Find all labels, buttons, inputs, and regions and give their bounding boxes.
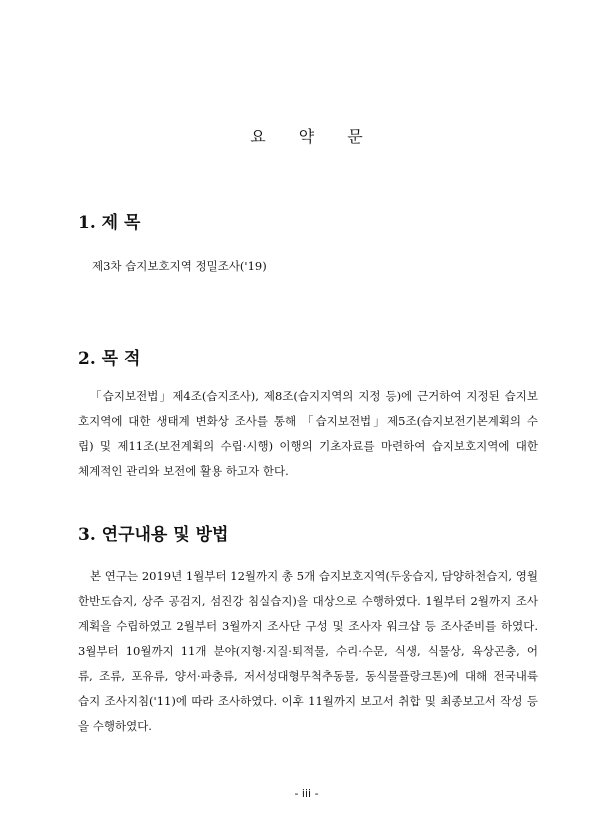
page-number: - iii - xyxy=(294,787,319,800)
document-title: 요 약 문 xyxy=(250,127,377,146)
paragraph-line: 본 연구는 2019년 1월부터 12월까지 총 5개 습지보호지역(두웅습지, 담양하천습지, 영월 xyxy=(90,569,538,583)
section-purpose-body xyxy=(78,384,538,484)
section-heading-methods: 3. 연구내용 및 방법 xyxy=(78,525,229,545)
paragraph-line: 한반도습지, 상주 공검지, 섬진강 침실습지)을 대상으로 수행하였다. 1월부터 2월까지 조사 xyxy=(78,594,538,608)
paragraph-line: 「습지보전법」제4조(습지조사), 제8조(습지지역의 지정 등)에 근거하여 지정된 습지보 xyxy=(90,389,538,403)
paragraph-line: 류, 조류, 포유류, 양서·파충류, 저서성대형무척추동물, 동식물플랑크톤)에 대해 전국내륙 xyxy=(78,669,538,683)
paragraph-line: 3월부터 10월까지 11개 분야(지형·지질·퇴적물, 수리·수문, 식생, 식물상, 육상곤충, 어 xyxy=(78,644,538,658)
paragraph-line: 습지 조사지침('11)에 따라 조사하였다. 이후 11월까지 보고서 취합 및 최종보고서 작성 등 xyxy=(78,694,538,708)
paragraph-line: 체계적인 관리와 보전에 활용 하고자 한다. xyxy=(78,464,289,478)
section-heading-title: 1. 제 목 xyxy=(78,213,141,233)
paragraph-line: 을 수행하였다. xyxy=(78,719,152,733)
paragraph-line: 계획을 수립하였고 2월부터 3월까지 조사단 구성 및 조사자 워크샵 등 조사준비를 하였다. xyxy=(78,619,538,633)
section-heading-purpose: 2. 목 적 xyxy=(78,349,141,369)
section-methods-body xyxy=(78,564,538,739)
paragraph-line: 호지역에 대한 생태계 변화상 조사를 통해 「습지보전법」제5조(습지보전기본계획의 수 xyxy=(78,414,538,428)
section-title-text: 제3차 습지보호지역 정밀조사('19) xyxy=(92,259,267,273)
paragraph-line: 립) 및 제11조(보전계획의 수립·시행) 이행의 기초자료를 마련하여 습지보호지역에 대한 xyxy=(78,439,538,453)
